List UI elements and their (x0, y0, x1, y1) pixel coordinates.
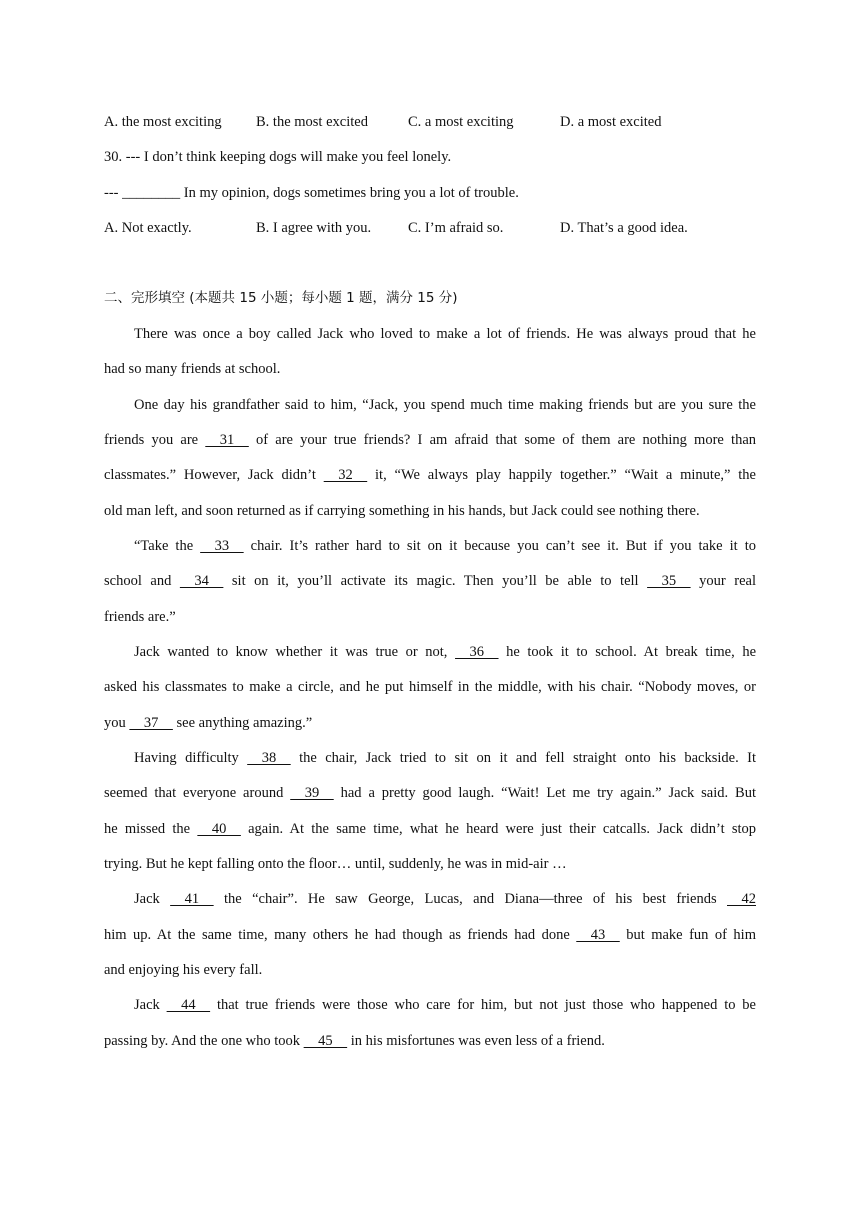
passage-line: old man left, and soon returned as if carrying something in his hands, but Jack could see nothing there. (104, 503, 700, 519)
blank-38[interactable]: 38 (247, 750, 291, 766)
text-segment: your real (690, 573, 756, 589)
blank-35[interactable]: 35 (647, 573, 691, 589)
text-segment: but make fun of him (619, 927, 756, 943)
passage-line (104, 998, 756, 1013)
q30-reply (104, 186, 519, 201)
q30-option-b[interactable]: B. I agree with you. (256, 220, 372, 236)
passage-line (104, 928, 756, 943)
text-segment: “Take the (134, 538, 201, 554)
q30-option-a[interactable]: A. Not exactly. (104, 220, 192, 236)
passage-line: One day his grandfather said to him, “Jack, you spend much time making friends but are you sure the (134, 397, 756, 413)
passage-line (104, 468, 756, 483)
text-segment: school and (104, 573, 180, 589)
q29-option-a[interactable]: A. the most exciting (104, 114, 222, 130)
q30-option-d[interactable]: D. That’s a good idea. (560, 220, 688, 236)
text-segment: in his misfortunes was even less of a friend. (347, 1033, 605, 1049)
passage-line: and enjoying his every fall. (104, 962, 263, 978)
text-segment: had a pretty good laugh. “Wait! Let me try again.” Jack said. But (333, 785, 756, 801)
blank-33[interactable]: 33 (200, 538, 244, 554)
text-segment: the “chair”. He saw George, Lucas, and Diana—three of his best friends (213, 891, 727, 907)
q29-option-d[interactable]: D. a most excited (560, 114, 662, 130)
passage-line (104, 822, 756, 837)
text-segment: of are your true friends? I am afraid that some of them are nothing more than (248, 432, 756, 448)
blank-41[interactable]: 41 (170, 891, 214, 907)
passage-line: friends are.” (104, 609, 176, 625)
blank-39[interactable]: 39 (290, 785, 334, 801)
passage-line (104, 645, 756, 660)
passage-line (104, 751, 756, 766)
blank-44[interactable]: 44 (166, 997, 211, 1013)
passage-line: had so many friends at school. (104, 361, 281, 377)
passage-line (104, 539, 756, 554)
text-segment: see anything amazing.” (172, 715, 313, 731)
text-segment: he missed the (104, 821, 198, 837)
passage-line (104, 1034, 605, 1049)
passage-line (104, 433, 756, 448)
blank-32[interactable]: 32 (323, 467, 368, 483)
section-title: 二、完形填空 (本题共 15 小题；每小题 1 题，满分 15 分) (104, 290, 458, 306)
text-segment: he took it to school. At break time, he (498, 644, 757, 660)
blank-45[interactable]: 45 (303, 1033, 348, 1049)
q30-reply-rest: In my opinion, dogs sometimes bring you a lot of trouble. (180, 185, 519, 201)
text-segment: sit on it, you’ll activate its magic. Then you’ll be able to tell (223, 573, 648, 589)
text-segment: the chair, Jack tried to sit on it and fell straight onto his backside. It (290, 750, 756, 766)
passage-line (104, 716, 312, 731)
q29-options (104, 115, 712, 130)
text-segment: it, “We always play happily together.” “Wait a minute,” the (367, 467, 756, 483)
blank-37[interactable]: 37 (129, 715, 173, 731)
text-segment: classmates.” However, Jack didn’t (104, 467, 324, 483)
text-segment: Jack wanted to know whether it was true or not, (134, 644, 456, 660)
text-segment: Jack (134, 997, 167, 1013)
text-segment: again. At the same time, what he heard were just their catcalls. Jack didn’t stop (240, 821, 756, 837)
text-segment: that true friends were those who care for him, but not just those who happened to be (210, 997, 756, 1013)
passage-line: asked his classmates to make a circle, and he put himself in the middle, with his chair. “Nobody moves, or (104, 679, 756, 695)
blank-31[interactable]: 31 (205, 432, 249, 448)
text-segment: chair. It’s rather hard to sit on it because you can’t see it. But if you take it to (243, 538, 756, 554)
text-segment: seemed that everyone around (104, 785, 291, 801)
blank-40[interactable]: 40 (197, 821, 241, 837)
blank-42[interactable]: 42 (727, 891, 756, 907)
text-segment: Jack (134, 891, 171, 907)
q30-option-c[interactable]: C. I’m afraid so. (408, 220, 504, 236)
q29-option-c[interactable]: C. a most exciting (408, 114, 514, 130)
q30-reply-blank[interactable]: ________ (122, 185, 181, 201)
blank-34[interactable]: 34 (179, 573, 224, 589)
blank-43[interactable]: 43 (576, 927, 620, 943)
q30-stem: 30. --- I don’t think keeping dogs will make you feel lonely. (104, 149, 452, 165)
text-segment: passing by. And the one who took (104, 1033, 304, 1049)
text-segment: Having difficulty (134, 750, 248, 766)
passage-line: There was once a boy called Jack who loved to make a lot of friends. He was always proud that he (134, 326, 756, 342)
blank-36[interactable]: 36 (455, 644, 499, 660)
passage-line: trying. But he kept falling onto the floor… until, suddenly, he was in mid-air … (104, 856, 567, 872)
text-segment: you (104, 715, 130, 731)
text-segment: him up. At the same time, many others he had though as friends had done (104, 927, 577, 943)
passage-line (104, 574, 756, 589)
q30-options (104, 221, 712, 236)
q30-reply-prefix: --- (104, 185, 123, 201)
passage-line (104, 786, 756, 801)
passage-line (104, 892, 756, 907)
text-segment: friends you are (104, 432, 206, 448)
q29-option-b[interactable]: B. the most excited (256, 114, 368, 130)
